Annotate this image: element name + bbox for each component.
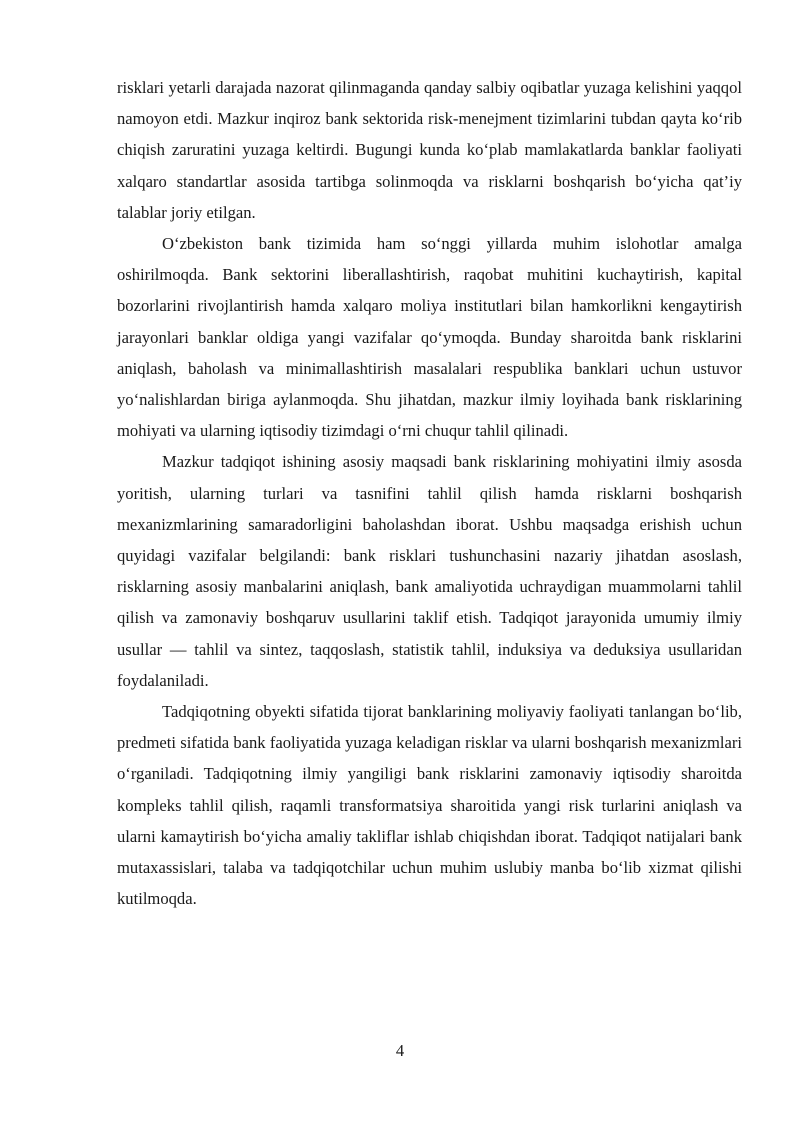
paragraph-continuation: risklari yetarli darajada nazorat qilinmaganda qanday salbiy oqibatlar yuzaga kelishini yaqqol namoyon etdi. Mazkur inqiroz bank sektorida risk-menejment tizimlarini tubdan qayta ko‘rib chiqish zaruratini yuzaga keltirdi. Bugungi kunda ko‘plab mamlakatlarda banklar faoliyati xalqaro standartlar asosida tartibga solinmoqda va risklarni boshqarish bo‘yicha qat’iy talablar joriy etilgan. [117, 78, 742, 222]
document-body [117, 72, 742, 914]
page-number: 4 [395, 1041, 405, 1060]
paragraph-uzbekistan-banking-reforms: O‘zbekiston bank tizimida ham so‘nggi yillarda muhim islohotlar amalga oshirilmoqda. Bank sektorini liberallashtirish, raqobat muhitini kuchaytirish, kapital bozorlarini rivojlantirish hamda xalqaro moliya institutlari bilan hamkorlikni kengaytirish jarayonlari banklar oldiga yangi vazifalar qo‘ymoqda. Bunday sharoitda bank risklarini aniqlash, baholash va minimallashtirish masalalari respublika banklari uchun ustuvor yo‘nalishlardan biriga aylanmoqda. Shu jihatdan, mazkur ilmiy loyihada bank risklarining mohiyati va ularning iqtisodiy tizimdagi o‘rni chuqur tahlil qilinadi. [117, 234, 742, 441]
paragraph-research-object: Tadqiqotning obyekti sifatida tijorat banklarining moliyaviy faoliyati tanlangan bo‘lib, predmeti sifatida bank faoliyatida yuzaga keladigan risklar va ularni boshqarish mexanizmlari o‘rganiladi. Tadqiqotning ilmiy yangiligi bank risklarini zamonaviy iqtisodiy sharoitda kompleks tahlil qilish, raqamli transformatsiya sharoitida yangi risk turlarini aniqlash va ularni kamaytirish bo‘yicha amaliy takliflar ishlab chiqishdan iborat. Tadqiqot natijalari bank mutaxassislari, talaba va tadqiqotchilar uchun muhim uslubiy manba bo‘lib xizmat qilishi kutilmoqda. [117, 702, 742, 909]
paragraph-research-goal: Mazkur tadqiqot ishining asosiy maqsadi bank risklarining mohiyatini ilmiy asosda yoritish, ularning turlari va tasnifini tahlil qilish hamda risklarni boshqarish mexanizmlarining samaradorligini baholashdan iborat. Ushbu maqsadga erishish uchun quyidagi vazifalar belgilandi: bank risklari tushunchasini nazariy jihatdan asoslash, risklarning asosiy manbalarini aniqlash, bank amaliyotida uchraydigan muammolarni tahlil qilish va zamonaviy boshqaruv usullarini taklif etish. Tadqiqot jarayonida umumiy ilmiy usullar — tahlil va sintez, taqqoslash, statistik tahlil, induksiya va deduksiya usullaridan foydalaniladi. [117, 452, 742, 690]
